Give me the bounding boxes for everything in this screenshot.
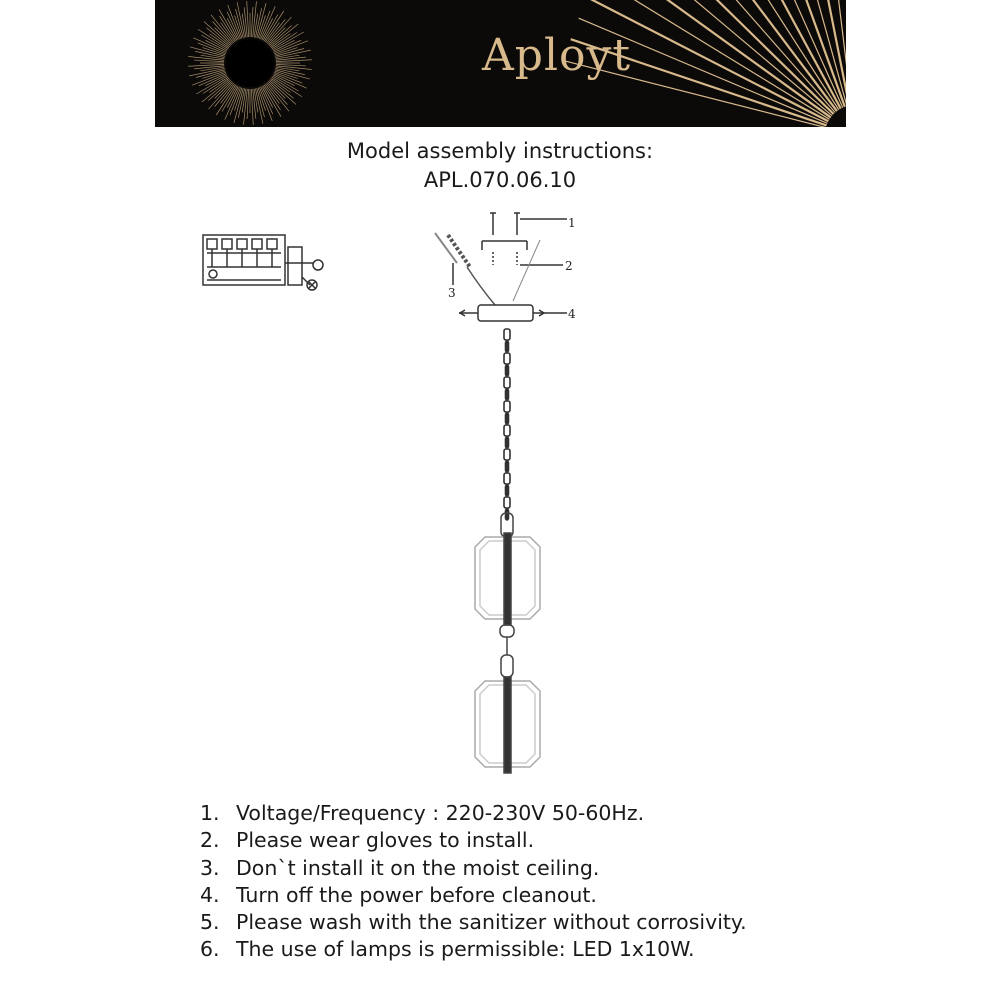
- brand-logo-text: Aployt: [482, 30, 632, 81]
- suspension-chain-icon: [504, 329, 510, 520]
- instruction-list: [200, 800, 747, 964]
- lamp-shade-lower-icon: [475, 637, 540, 773]
- brand-banner: [155, 0, 846, 127]
- lamp-shade-upper-icon: [475, 513, 540, 637]
- list-item: 4. Turn off the power before cleanout.: [200, 882, 597, 907]
- callout-2: 2: [565, 259, 573, 273]
- list-item: 5. Please wash with the sanitizer without corrosivity.: [200, 910, 747, 935]
- document-title: Model assembly instructions:: [346, 139, 654, 163]
- terminal-block-icon: [203, 235, 323, 290]
- callout-4: 4: [568, 307, 576, 321]
- list-item: 2. Please wear gloves to install.: [200, 828, 535, 853]
- assembly-diagram: [195, 205, 615, 785]
- callout-3: 3: [448, 286, 456, 300]
- list-item: 6. The use of lamps is permissible: LED 1x10W.: [200, 937, 695, 962]
- ceiling-mount-icon: [435, 213, 567, 321]
- list-item: 3. Don`t install it on the moist ceiling.: [200, 855, 600, 880]
- model-number: APL.070.06.10: [423, 168, 577, 192]
- callout-1: 1: [568, 216, 576, 230]
- list-item: 1. Voltage/Frequency : 220-230V 50-60Hz.: [200, 801, 645, 825]
